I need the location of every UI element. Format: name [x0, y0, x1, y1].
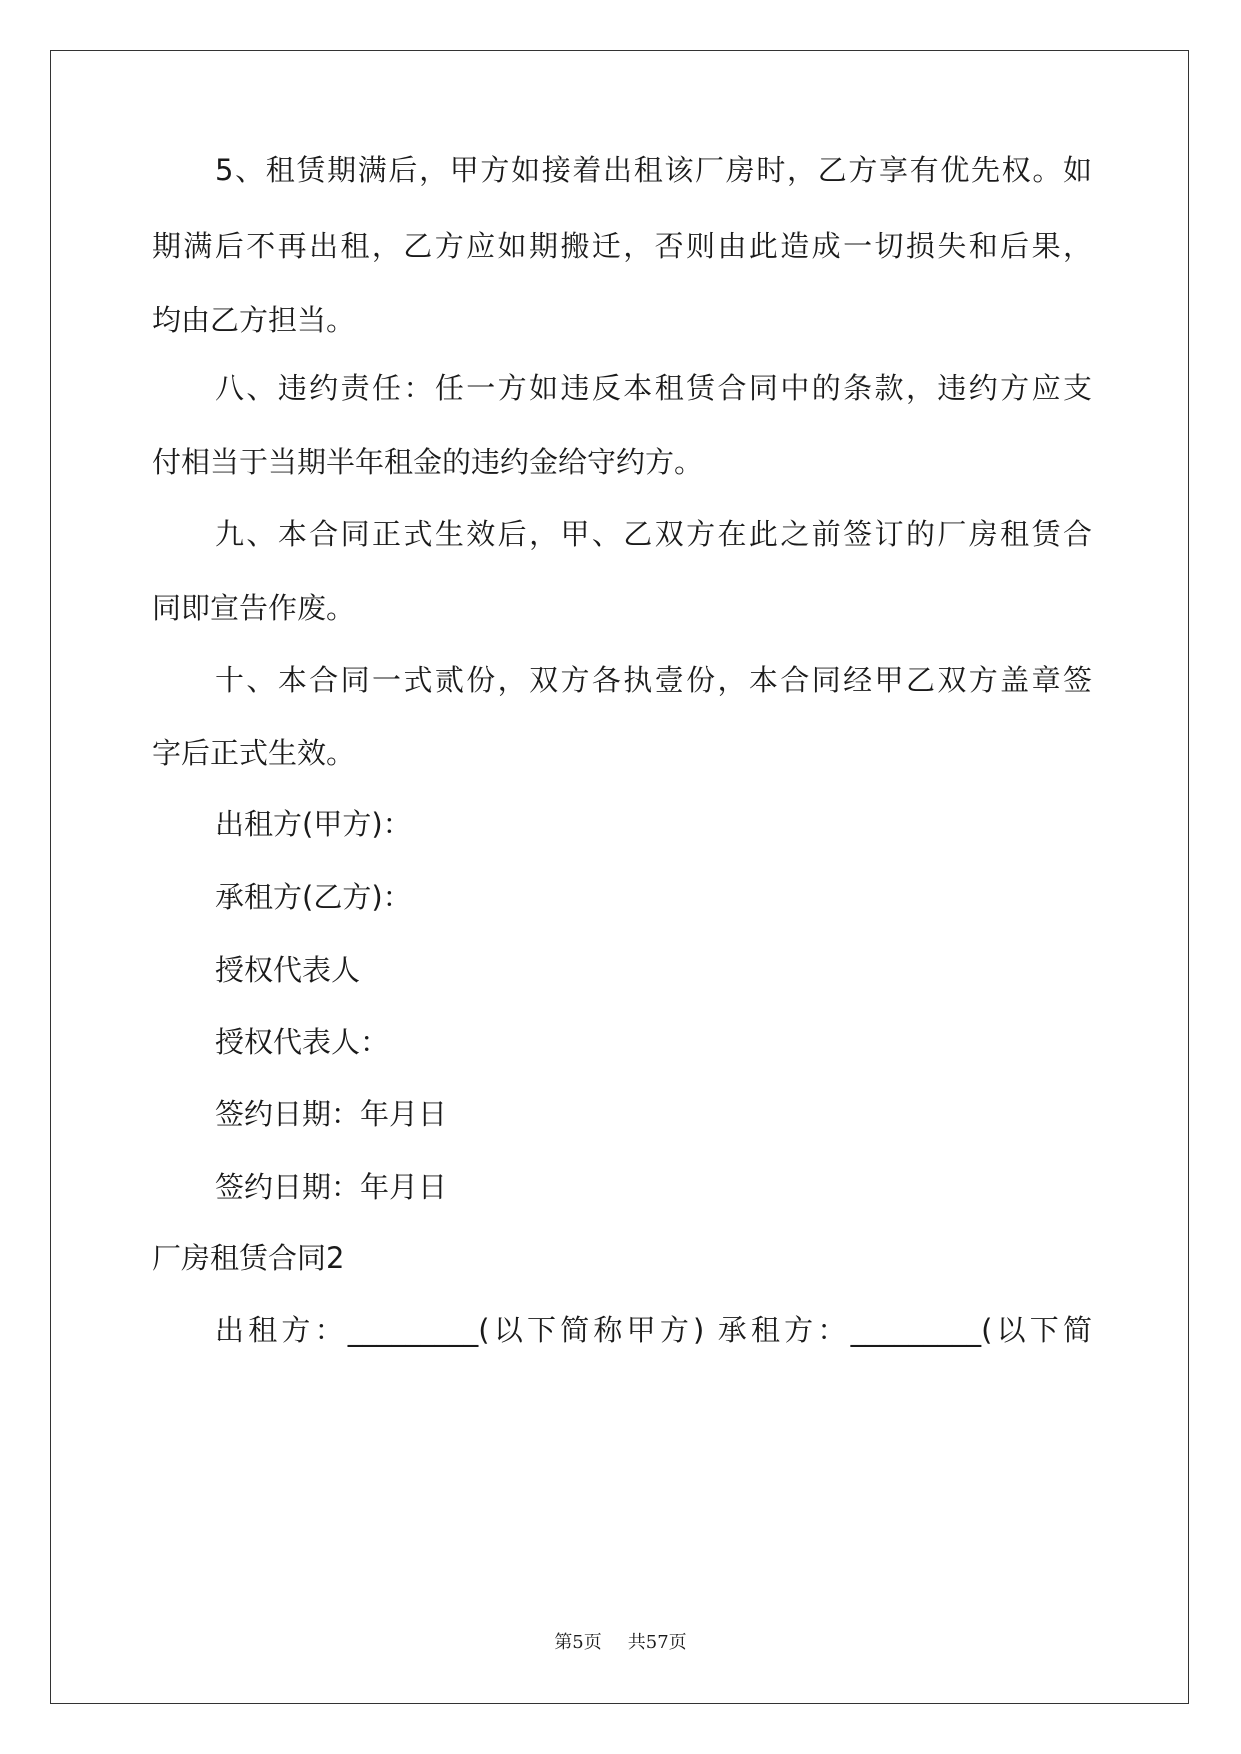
- authorized-representative: 授权代表人：: [215, 1025, 390, 1059]
- signature-label-lessor: 出租方(甲方)：: [215, 807, 412, 841]
- signing-date: 签约日期：年月日: [215, 1170, 448, 1204]
- text-line: 八、违约责任：任一方如违反本租赁合同中的条款，违约方应支: [215, 371, 1092, 405]
- authorized-representative: 授权代表人: [215, 953, 361, 987]
- text-line: 十、本合同一式贰份，双方各执壹份，本合同经甲乙双方盖章签: [215, 663, 1092, 697]
- page-total: 共57页: [627, 1632, 687, 1653]
- signing-date: 签约日期：年月日: [215, 1097, 448, 1131]
- section-title: 厂房租赁合同2: [152, 1241, 345, 1275]
- text-line: 均由乙方担当。: [152, 303, 356, 337]
- text-line: 出租方：_________(以下简称甲方) 承租方：_________(以下简: [215, 1313, 1092, 1347]
- text-line: 付相当于当期半年租金的违约金给守约方。: [152, 445, 704, 479]
- signature-label-lessee: 承租方(乙方)：: [215, 880, 412, 914]
- page-number: 第5页: [554, 1632, 602, 1653]
- text-line: 5、租赁期满后，甲方如接着出租该厂房时，乙方享有优先权。如: [215, 153, 1092, 187]
- text-line: 期满后不再出租，乙方应如期搬迁，否则由此造成一切损失和后果，: [152, 229, 1092, 263]
- text-line: 字后正式生效。: [152, 736, 356, 770]
- text-line: 同即宣告作废。: [152, 591, 356, 625]
- page-footer: [0, 1628, 1241, 1654]
- text-line: 九、本合同正式生效后，甲、乙双方在此之前签订的厂房租赁合: [215, 517, 1092, 551]
